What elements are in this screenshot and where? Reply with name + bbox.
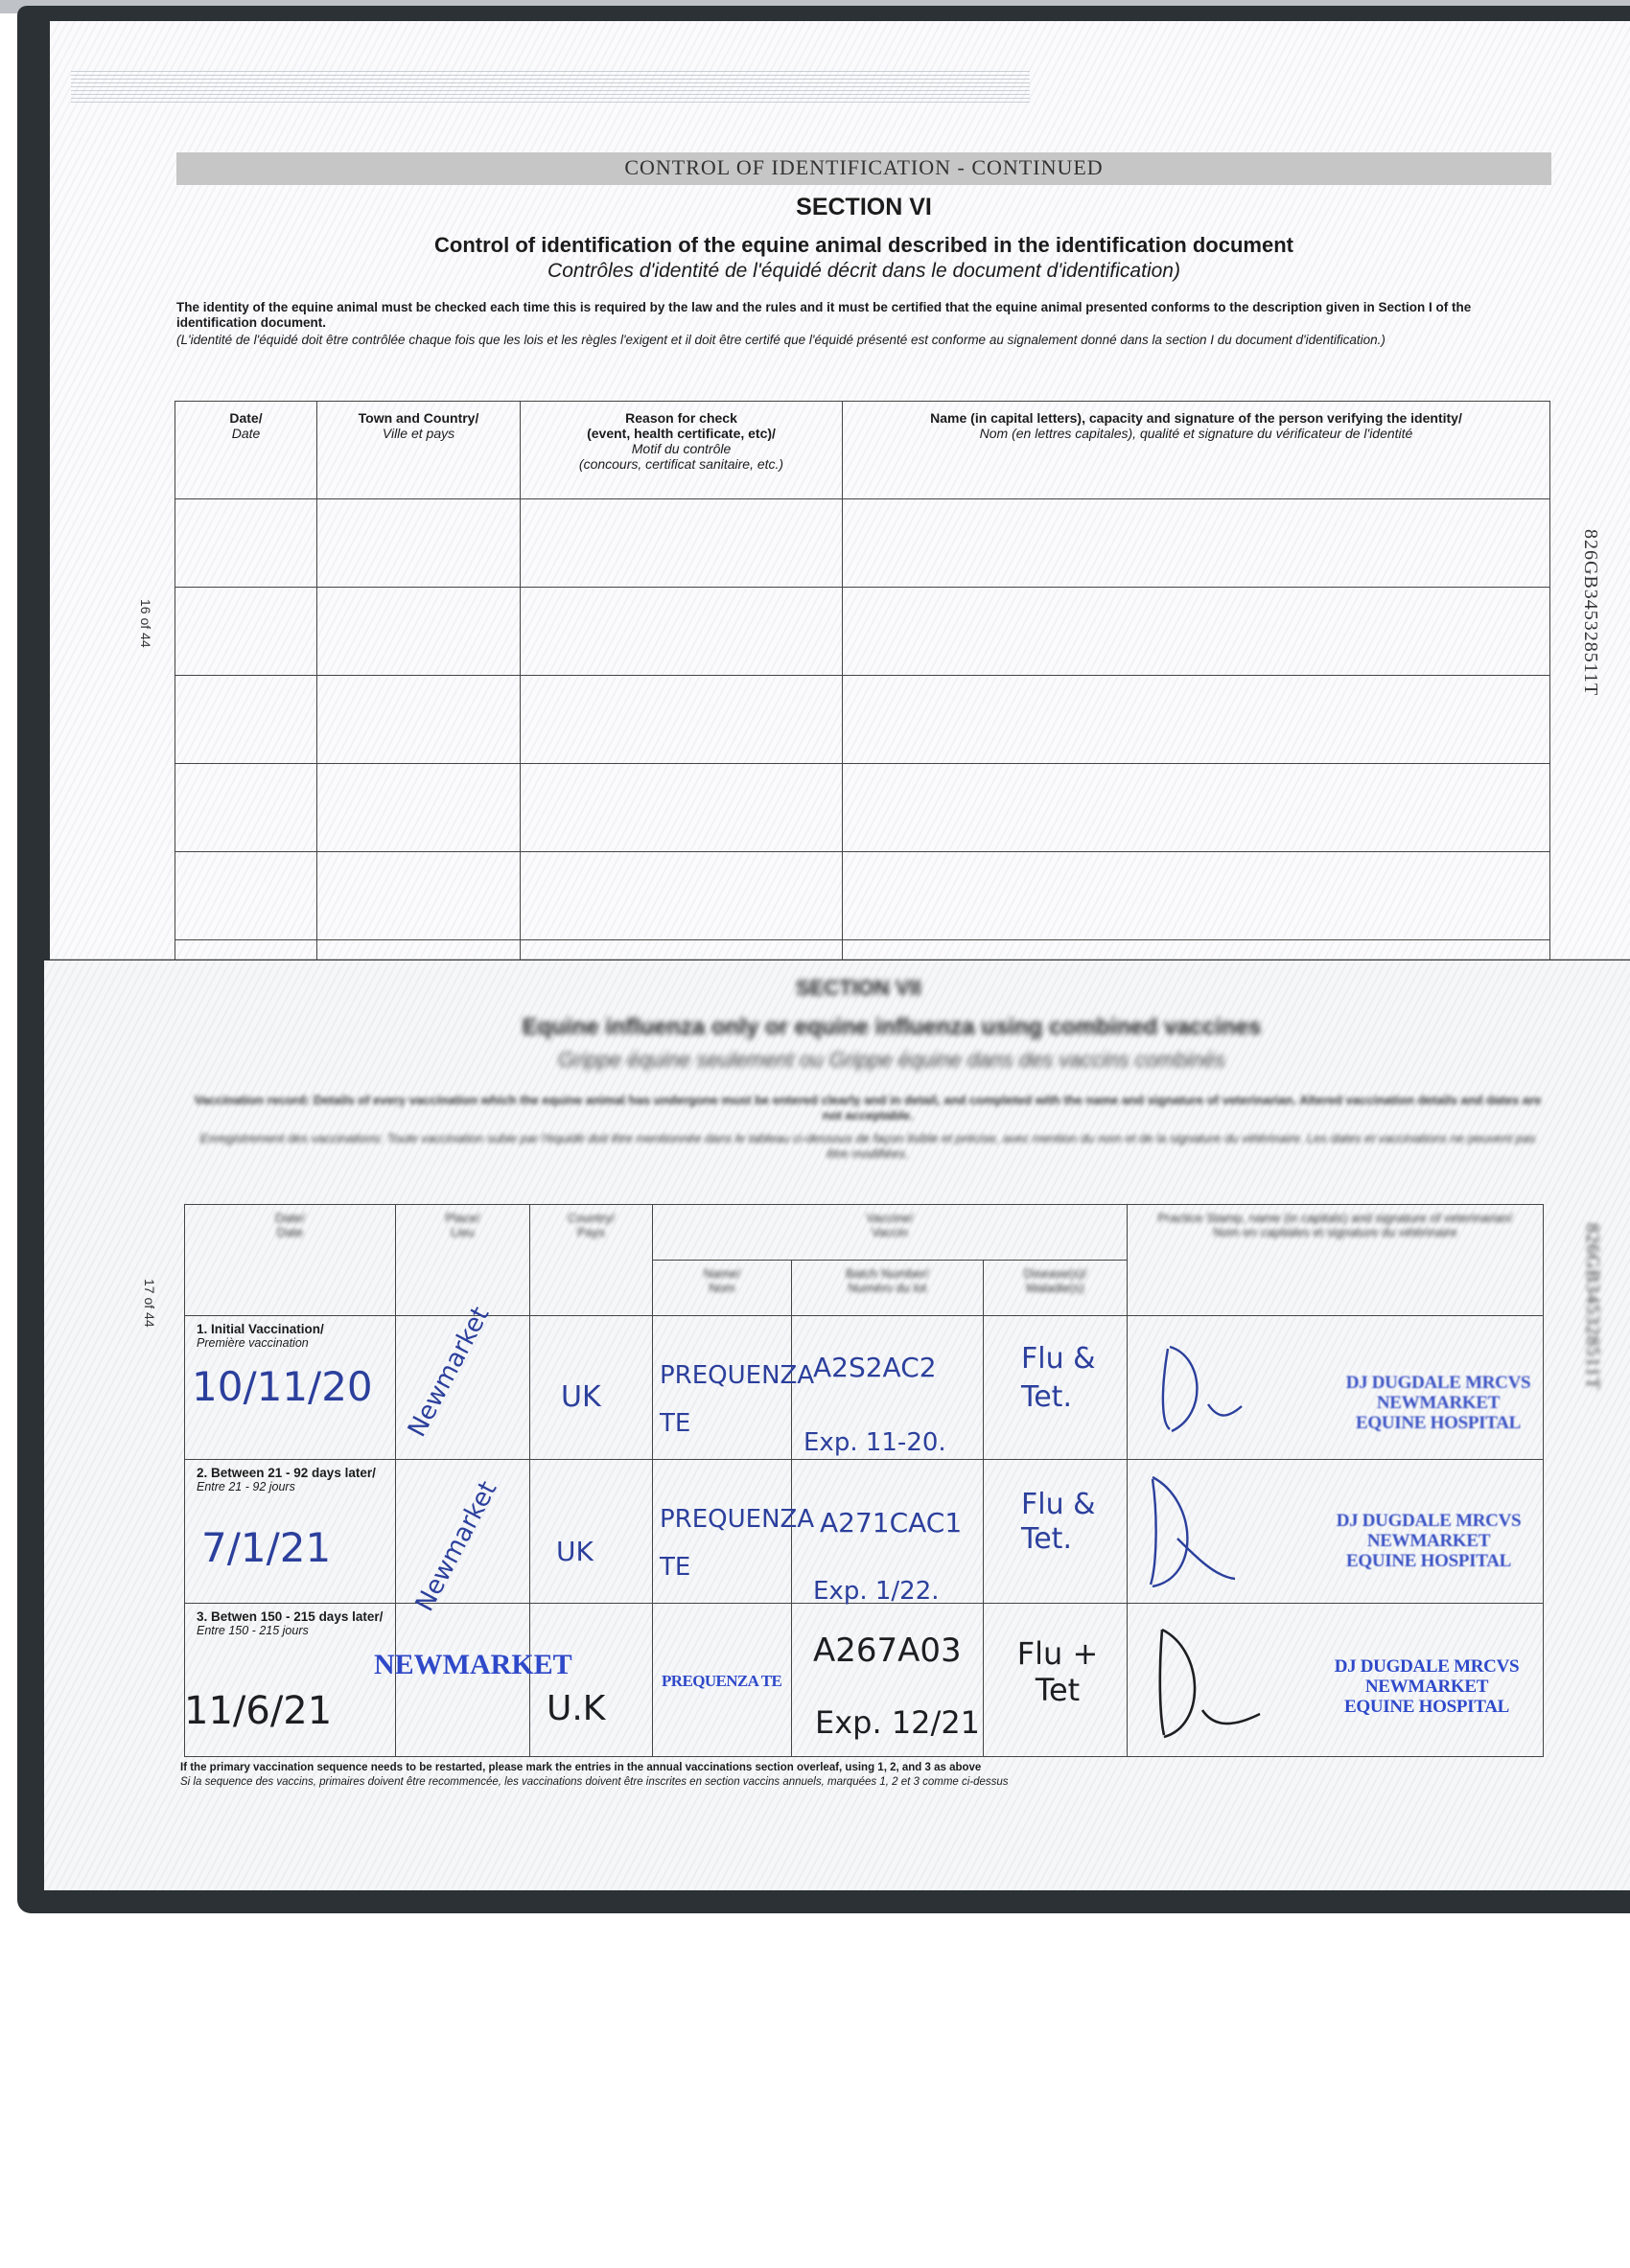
vac2-disease: Flu & Tet. (1021, 1488, 1096, 1556)
vac3-expiry: Exp. 12/21 (815, 1704, 981, 1741)
page-number-16: 16 of 44 (138, 599, 153, 648)
vac3-date: 11/6/21 (184, 1689, 333, 1733)
vac1-vaccine: PREQUENZA TE (660, 1361, 815, 1438)
section-vii-para-en: Vaccination record: Details of every vaccination which the equine animal has undergone must be entered clearly and in detail, and completed with the name and signature of veterinarian. Altered vaccination details and dates are not acceptable. (194, 1093, 1542, 1122)
footer-note-fr: Si la sequence des vaccins, primaires doivent être recommencée, les vaccinations doivent être inscrites en section vaccins annuels, marquées 1, 2 et 3 comme ci-dessus (180, 1776, 1009, 1788)
header-rule-lines (71, 71, 1030, 104)
side-passport-code: 826GB345328511T (1580, 529, 1601, 697)
section-vi-title: SECTION VI (796, 194, 932, 220)
vac3-batch: A267A03 (813, 1632, 962, 1670)
vac3-disease: Flu + Tet (1016, 1635, 1099, 1708)
table-row (175, 852, 1550, 940)
col-date: Date/ Date (175, 402, 317, 499)
table-row (175, 676, 1550, 764)
col-town-country: Town and Country/ Ville et pays (317, 402, 521, 499)
col-vac-disease: Disease(s)/ Maladie(s) (984, 1261, 1128, 1316)
section-vi-intro-fr: (L'identité de l'équidé doit être contrôlée chaque fois que les lois et les règles l'exigent et il doit être certifé que l'équidé présenté est conforme au signalement donné dans la section I du document d'identification.) (176, 333, 1386, 347)
section-vii-heading-fr: Grippe équine seulement ou Grippe équine dans des vaccins combinés (558, 1048, 1225, 1072)
vac1-disease: Flu & Tet. (1021, 1342, 1096, 1414)
vac2-vet-stamp: DJ DUGDALE MRCVS NEWMARKET EQUINE HOSPITAL (1336, 1511, 1522, 1571)
section-vi-heading-en: Control of identification of the equine animal described in the identification document (434, 233, 1293, 257)
vac2-vaccine: PREQUENZA TE (660, 1505, 815, 1582)
table-row (175, 588, 1550, 676)
vac1-expiry: Exp. 11-20. (803, 1428, 946, 1457)
col-vac-batch: Batch Number/ Numéro du lot (792, 1261, 984, 1316)
vac3-signature (1147, 1622, 1281, 1747)
page-number-17: 17 of 44 (142, 1279, 157, 1328)
vac2-country: UK (556, 1536, 594, 1567)
section-banner (176, 152, 1551, 185)
col-reason: Reason for check (event, health certificate, etc)/ Motif du contrôle (concours, certificat sanitaire, etc.) (521, 402, 843, 499)
identity-check-table (175, 401, 1550, 969)
vac3-vet-stamp: DJ DUGDALE MRCVS NEWMARKET EQUINE HOSPITAL (1334, 1656, 1520, 1717)
table-row (175, 499, 1550, 588)
vac1-vet-stamp: DJ DUGDALE MRCVS NEWMARKET EQUINE HOSPITAL (1345, 1373, 1531, 1433)
col-vac-date: Date/ Date (185, 1205, 396, 1316)
col-verifier: Name (in capital letters), capacity and signature of the person verifying the identity/ Nom (en lettres capitales), qualité et signature du vérificateur de l'identité (843, 402, 1550, 499)
table-row (175, 764, 1550, 852)
section-vi-intro-en: The identity of the equine animal must be checked each time this is required by the law and the rules and it must be certified that the equine animal presented conforms to the description given in Section I of the identification document. (176, 300, 1472, 330)
vac1-place: Newmarket (403, 1302, 496, 1443)
vac1-batch: A2S2AC2 (813, 1352, 937, 1383)
vaccination-header-row (185, 1205, 1544, 1261)
vac2-date: 7/1/21 (201, 1524, 332, 1571)
vac3-place: NEWMARKET (374, 1649, 572, 1680)
section-vii-heading-en: Equine influenza only or equine influenza using combined vaccines (522, 1014, 1262, 1040)
table-header-row (175, 402, 1550, 499)
vac2-expiry: Exp. 1/22. (813, 1577, 940, 1606)
side-passport-code-2: 826GB345328511T (1582, 1223, 1603, 1391)
section-vii-para-fr: Enregistrement des vaccinations: Toute vaccination subie par l'équidé doit être mentionnée dans le tableau ci-dessous de façon lisible et précise, avec mention du nom et de la signature du vétérinaire. Les dates et vaccinations ne peuvent pas être modifiées. (199, 1131, 1536, 1161)
col-vac-vet: Practice Stamp, name (in capitals) and signature of veterinarian/ Nom en capitales et signature du vétérinaire (1128, 1205, 1544, 1316)
col-vac-vaccine: Vaccine/ Vaccin (653, 1205, 1128, 1261)
col-vac-name: Name/ Nom (653, 1261, 792, 1316)
vac3-country: U.K (547, 1689, 606, 1728)
vaccination-row-3: 3. Betwen 150 - 215 days later/ Entre 150 - 215 jours (185, 1604, 1544, 1757)
vac1-country: UK (561, 1380, 601, 1414)
section-vii-title: SECTION VII (796, 976, 921, 1000)
col-vac-country: Country/ Pays (530, 1205, 653, 1316)
section-vi-heading-fr: Contrôles d'identité de l'équidé décrit dans le document d'identification) (547, 260, 1180, 282)
vaccination-row-2: 2. Between 21 - 92 days later/ Entre 21 - 92 jours (185, 1460, 1544, 1604)
vac1-signature (1151, 1337, 1266, 1443)
vac2-signature (1139, 1471, 1254, 1596)
vac2-batch: A271CAC1 (820, 1507, 963, 1539)
footer-note-en: If the primary vaccination sequence needs to be restarted, please mark the entries in the annual vaccinations section overleaf, using 1, 2, and 3 as above (180, 1762, 982, 1773)
vaccination-row-1: 1. Initial Vaccination/ Première vaccination (185, 1316, 1544, 1460)
vac2-place: Newmarket (410, 1476, 503, 1617)
col-vac-place: Place/ Lieu (396, 1205, 530, 1316)
banner-text: CONTROL OF IDENTIFICATION - CONTINUED (624, 155, 1104, 179)
vac3-vaccine: PREQUENZA TE (662, 1672, 782, 1690)
vac1-date: 10/11/20 (192, 1363, 373, 1410)
